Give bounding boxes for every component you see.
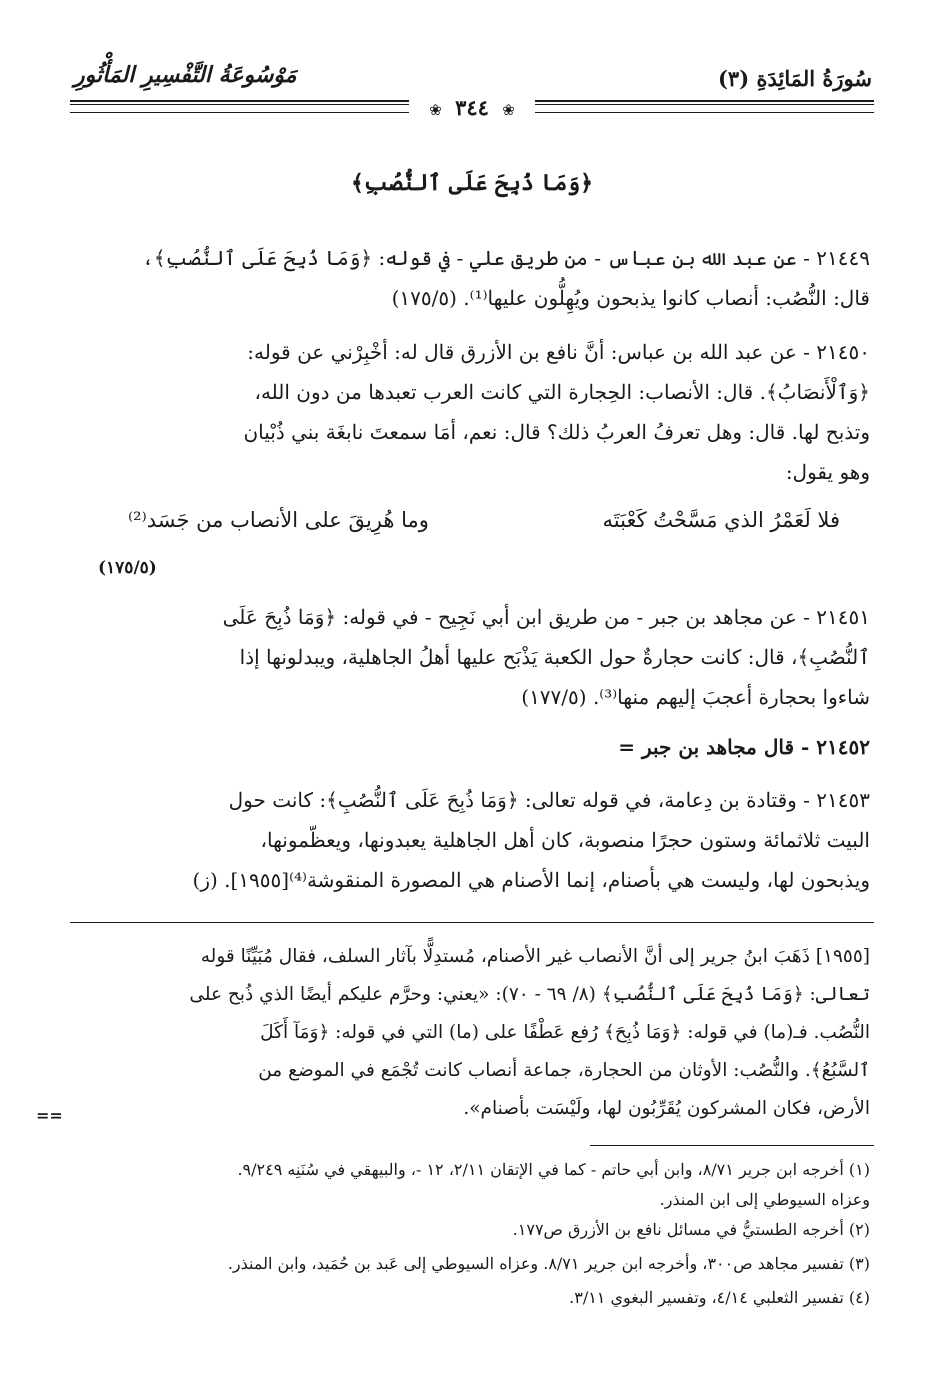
footnote-1-continued: وعزاه السيوطي إلى ابن المنذر. xyxy=(659,1190,870,1209)
page-number: ٣٤٤ xyxy=(455,95,489,120)
narration-21453-line1: ٢١٤٥٣ - وقتادة بن دِعامة، في قوله تعالى: ﴿وَمَا ذُبِحَ عَلَى ٱلنُّصُبِ﴾: كانت حول xyxy=(228,788,870,812)
section-title: ﴿وَمَا ذُبِحَ عَلَى ٱلنُّصُبِ﴾ xyxy=(350,170,594,196)
narration-21450-line3: وتذبح لها. قال: وهل تعرفُ العربُ ذلك؟ قال: نعم، أمَا سمعتَ نابغَة بني ذُبْيان xyxy=(243,420,870,444)
narration-21449-line1: ٢١٤٤٩ - عن عبد الله بن عباس - من طريق علي - في قوله: ﴿وَمَا ذُبِحَ عَلَى ٱلنُّصُبِ﴾، xyxy=(142,246,870,270)
narration-21452: ٢١٤٥٢ - قال مجاهد بن جبر = xyxy=(618,735,870,759)
narration-21453-line3: ويذبحون لها، وليست هي بأصنام، إنما الأصنام هي المصورة المنقوشة⁽⁴⁾[١٩٥٥]. (ز) xyxy=(192,868,870,892)
narration-21451-line2: ٱلنُّصُبِ﴾، قال: كانت حجارةٌ حول الكعبة يَذْبَح عليها أهلُ الجاهلية، ويبدلونها إذا xyxy=(239,645,870,669)
ornament-icon: ❀ xyxy=(502,101,515,119)
commentary-separator xyxy=(70,922,874,923)
running-header-book-title: مَوْسُوعَةُ التَّفْسِيرِ المَأْثُورِ xyxy=(74,62,297,88)
commentary-line1: [١٩٥٥] ذَهَبَ ابنُ جرير إلى أنَّ الأنصاب غير الأصنام، مُستدِلًّا بآثار السلف، فقال مُبَيِّنًا قوله xyxy=(200,946,870,967)
poem-hemistich-right: فلا لَعَمْرُ الذي مَسَّحْتُ كَعْبَتَه xyxy=(602,508,840,532)
footnote-2: (٢) أخرجه الطستيُّ في مسائل نافع بن الأزرق ص١٧٧. xyxy=(512,1220,870,1239)
narration-21450-line1: ٢١٤٥٠ - عن عبد الله بن عباس: أنَّ نافع بن الأزرق قال له: أخْبِرْني عن قوله: xyxy=(247,340,870,364)
narration-21451-line1: ٢١٤٥١ - عن مجاهد بن جبر - من طريق ابن أبي نَجِيح - في قوله: ﴿وَمَا ذُبِحَ عَلَى xyxy=(222,605,870,629)
footnote-3: (٣) تفسير مجاهد ص٣٠٠، وأخرجه ابن جرير ٨/٧١. وعزاه السيوطي إلى عَبد بن حُمَيد، وابن المنذر. xyxy=(227,1254,870,1273)
narration-21453-line2: البيت ثلاثمائة وستون حجرًا منصوبة، كان أهل الجاهلية يعبدونها، ويعظّمونها، xyxy=(260,828,870,852)
page-number-band xyxy=(0,93,944,123)
narration-21451-line3: شاءوا بحجارة أعجبَ إليهم منها⁽³⁾. (١٧٧/٥) xyxy=(521,685,870,709)
ornament-icon: ❀ xyxy=(429,101,442,119)
commentary-line4: ٱلسَّبُعُ﴾. والنُّصُب: الأوثان من الحجارة، جماعة أنصاب كانت تُجْمَع في الموضع من xyxy=(258,1060,870,1081)
volume-reference: (١٧٥/٥) xyxy=(98,558,157,578)
footnote-1: (١) أخرجه ابن جرير ٨/٧١، وابن أبي حاتم - كما في الإتقان ٢/١١، ١٢ -، والبيهقي في سُنَنِه ٩/٢٤٩. xyxy=(237,1160,870,1179)
footnote-separator xyxy=(590,1145,874,1146)
narration-21450-line4: وهو يقول: xyxy=(785,460,870,484)
commentary-line2: تعالى: ﴿وَمَا ذُبِحَ عَلَى ٱلنُّصُبِ﴾ (٨/ ٦٩ - ٧٠): «يعني: وحرَّم عليكم أيضًا الذي ذُبح على xyxy=(189,984,870,1005)
narration-21450-line2: ﴿وَٱلْأَنصَابُ﴾. قال: الأنصاب: الحِجارة التي كانت العرب تعبدها من دون الله، xyxy=(254,380,870,404)
footnote-4: (٤) تفسير الثعلبي ٤/١٤، وتفسير البغوي ٣/١١. xyxy=(569,1288,870,1307)
running-header-surah: سُورَةُ المَائِدَةِ (٣) xyxy=(717,66,872,91)
narration-21449-line2: قال: النُّصُب: أنصاب كانوا يذبحون ويُهِلُّون عليها⁽¹⁾. (١٧٥/٥) xyxy=(391,286,870,310)
margin-mark: == xyxy=(36,1106,63,1125)
poem-hemistich-left: وما هُرِيقَ على الأنصاب من جَسَد⁽²⁾ xyxy=(128,508,429,532)
commentary-line5: الأرض، فكان المشركون يُقَرِّبُون لها، ولَيْسَت بأصنام». xyxy=(463,1098,870,1119)
commentary-line3: النُّصُب. فـ(ما) في قوله: ﴿وَمَا ذُبِحَ﴾ رُفع عَطْفًا على (ما) التي في قوله: ﴿وَمَآ أَكَلَ xyxy=(260,1022,870,1043)
